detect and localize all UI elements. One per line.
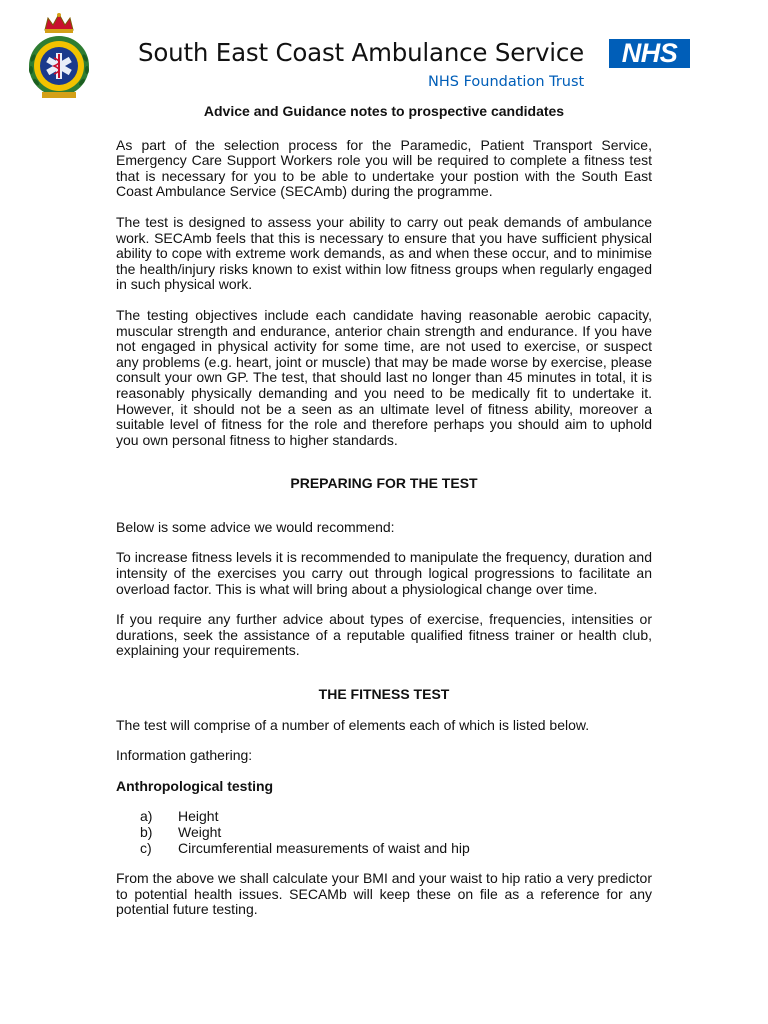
ambulance-crest-icon [18,10,100,100]
org-name: South East Coast Ambulance Service [138,38,585,67]
document-body [116,104,652,918]
subheading-anthropological: Anthropological testing [116,777,274,794]
list-item: c) Circumferential measurements of waist and hip [140,839,470,856]
paragraph-test-design: The test is designed to assess your ability to carry out peak demands of ambulance work. SECAmb feels that this is necessary to ensure that you have sufficient physical ability to cope with extreme work demands, as and when these occur, and to minimise the health/injury risks known to exist within low fitness groups when regularly engaged in such physical work. [116,213,652,293]
measurement-list [116,809,652,856]
document-title: Advice and Guidance notes to prospective candidates [203,103,565,119]
list-item: a) Height [140,808,219,825]
paragraph-info-gathering: Information gathering: [116,747,253,764]
paragraph-fitness-levels: To increase fitness levels it is recommended to manipulate the frequency, duration and intensity of the exercises you carry out through logical progressions to facilitate an overload factor. This is what will bring about a physiological change over time. [116,549,652,597]
heading-fitness-test: THE FITNESS TEST [318,686,450,703]
paragraph-elements: The test will comprise of a number of elements each of which is listed below. [116,716,590,733]
trust-name: NHS Foundation Trust [428,74,585,90]
paragraph-intro: As part of the selection process for the Paramedic, Patient Transport Service, Emergency Care Support Workers role you will be required to complete a fitness test that is necessary for you to be able to undertake your postion with the South East Coast Ambulance Service (SECAmb) during the programme. [116,136,652,200]
paragraph-further-advice: If you require any further advice about types of exercise, frequencies, intensities or durations, seek the assistance of a reputable qualified fitness trainer or health club, explaining your requirements. [116,611,652,659]
list-item: b) Weight [140,824,222,840]
nhs-logo: NHS [609,39,690,68]
paragraph-advice: Below is some advice we would recommend: [116,518,395,535]
paragraph-bmi: From the above we shall calculate your BMI and your waist to hip ratio a very predictor to potential health issues. SECAMb will keep these on file as a reference for any potential future testing. [116,870,652,918]
paragraph-objectives: The testing objectives include each candidate having reasonable aerobic capacity, muscular strength and endurance, anterior chain strength and endurance. If you have not engaged in physical activity for some time, are not used to exercise, or suspect any problems (e.g. heart, joint or muscle) that may be made worse by exercise, please consult your own GP. The test, that should last no longer than 45 minutes in total, it is reasonably physically demanding and you need to be medically fit to undertake it. However, it should not be a seen as an ultimate level of fitness ability, moreover a suitable level of fitness for the role and therefore perhaps you should aim to uphold you own personal fitness to higher standards. [116,306,652,448]
heading-preparing: PREPARING FOR THE TEST [290,475,478,492]
